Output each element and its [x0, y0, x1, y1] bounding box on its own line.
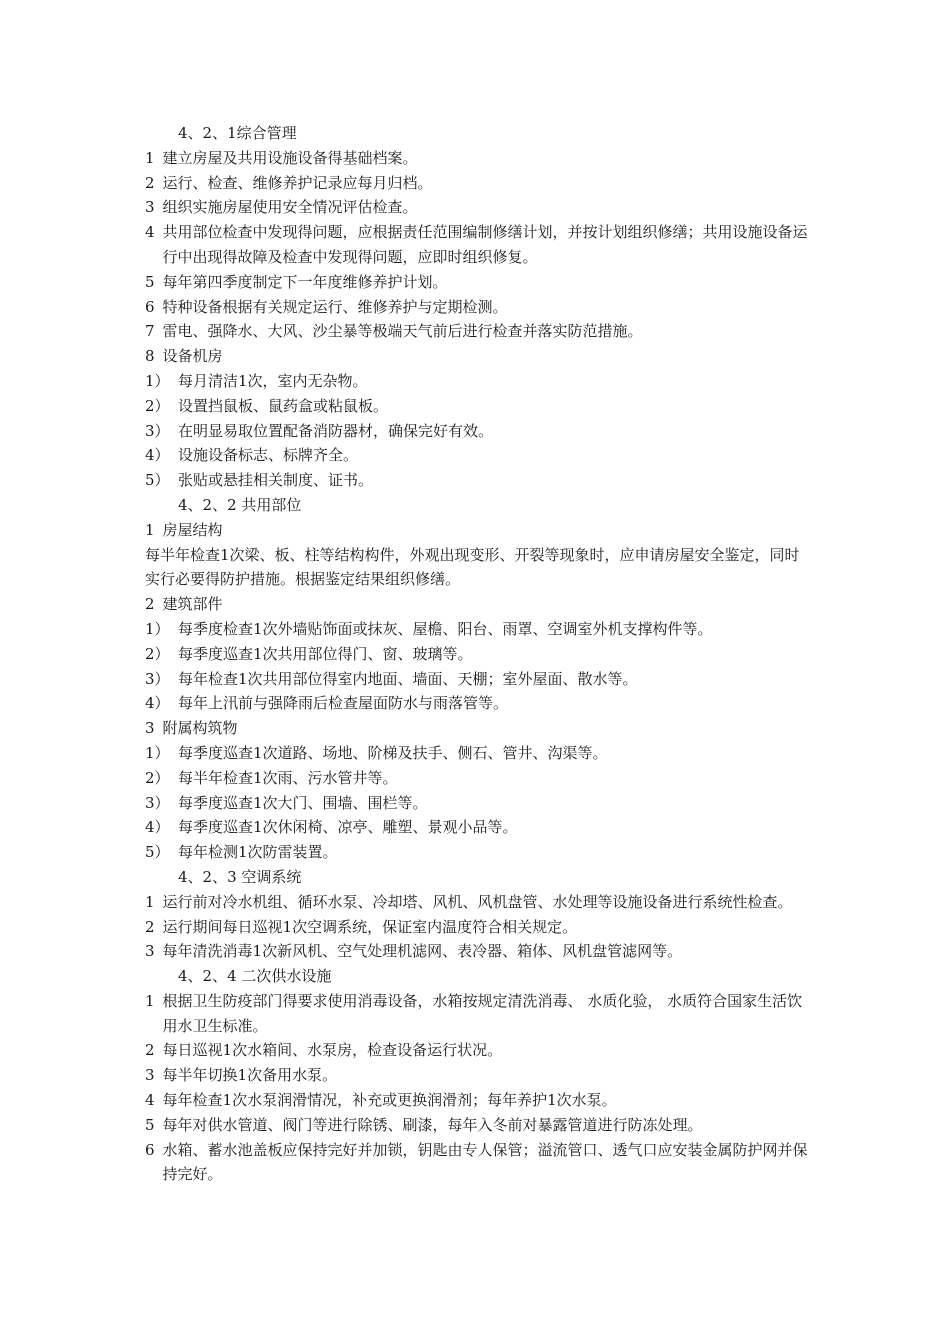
sub-item-text: 每年检查1次共用部位得室内地面、墙面、天棚；室外屋面、散水等。 — [178, 669, 638, 688]
list-item — [145, 716, 813, 741]
item-number: 2 — [145, 173, 155, 192]
list-item — [145, 592, 813, 617]
item-text: 每年第四季度制定下一年度维修养护计划。 — [162, 272, 448, 291]
list-item — [145, 270, 813, 295]
sub-item-text: 每月清洁1次，室内无杂物。 — [178, 371, 368, 390]
sub-list-item — [145, 667, 813, 692]
item-text: 房屋结构 — [162, 520, 223, 539]
sub-item-number: 1） — [145, 743, 170, 762]
item-number: 5 — [145, 272, 155, 291]
section-heading: 4、2、4 二次供水设施 — [178, 967, 332, 986]
sub-list-item — [145, 369, 813, 394]
sub-item-text: 每季度巡查1次大门、围墙、围栏等。 — [178, 793, 428, 812]
sub-item-text: 设置挡鼠板、鼠药盒或粘鼠板。 — [178, 396, 389, 415]
sub-list-item — [145, 791, 813, 816]
item-text: 运行、检查、维修养护记录应每月归档。 — [162, 173, 433, 192]
sub-item-text: 设施设备标志、标牌齐全。 — [178, 446, 359, 465]
sub-item-text: 每年检测1次防雷装置。 — [178, 843, 338, 862]
item-number: 4 — [145, 1091, 155, 1110]
item-number: 6 — [145, 1140, 155, 1159]
sub-list-item — [145, 840, 813, 865]
document-body — [145, 121, 813, 1187]
sub-item-number: 3） — [145, 669, 170, 688]
sub-list-item — [145, 741, 813, 766]
item-text: 运行期间每日巡视1次空调系统，保证室内温度符合相关规定。 — [162, 917, 578, 936]
item-text: 组织实施房屋使用安全情况评估检查。 — [162, 198, 418, 217]
item-number: 1 — [145, 991, 155, 1010]
list-item — [145, 1088, 813, 1113]
list-item — [145, 171, 813, 196]
sub-list-item — [145, 443, 813, 468]
sub-item-text: 每年上汛前与强降雨后检查屋面防水与雨落管等。 — [178, 694, 509, 713]
sub-list-item — [145, 691, 813, 716]
sub-item-number: 3） — [145, 421, 170, 440]
item-text: 每年检查1次水泵润滑情况，补充或更换润滑剂；每年养护1次水泵。 — [162, 1091, 617, 1110]
list-item — [145, 1138, 813, 1188]
list-item — [145, 295, 813, 320]
sub-item-number: 5） — [145, 843, 170, 862]
sub-item-number: 4） — [145, 446, 170, 465]
sub-list-item — [145, 419, 813, 444]
sub-item-number: 1） — [145, 619, 170, 638]
item-number: 2 — [145, 1041, 155, 1060]
item-number: 3 — [145, 198, 155, 217]
list-item — [145, 939, 813, 964]
item-number: 1 — [145, 148, 155, 167]
item-number: 5 — [145, 1115, 155, 1134]
sub-item-text: 每季度巡查1次道路、场地、阶梯及扶手、侧石、管井、沟渠等。 — [178, 743, 608, 762]
sub-list-item — [145, 642, 813, 667]
sub-item-number: 3） — [145, 793, 170, 812]
item-number: 6 — [145, 297, 155, 316]
item-number: 2 — [145, 595, 155, 614]
item-text: 每日巡视1次水箱间、水泵房，检查设备运行状况。 — [162, 1041, 503, 1060]
sub-item-text: 每季度巡查1次共用部位得门、窗、玻璃等。 — [178, 644, 473, 663]
item-text: 附属构筑物 — [162, 719, 238, 738]
item-number: 8 — [145, 347, 155, 366]
list-item — [145, 890, 813, 915]
sub-item-text: 在明显易取位置配备消防器材，确保完好有效。 — [178, 421, 494, 440]
section-heading: 4、2、1综合管理 — [178, 124, 297, 142]
sub-item-number: 2） — [145, 768, 170, 787]
sub-item-text: 每季度巡查1次休闲椅、凉亭、雕塑、景观小品等。 — [178, 818, 518, 837]
item-text: 建筑部件 — [162, 595, 223, 614]
list-item — [145, 1063, 813, 1088]
item-number: 3 — [145, 1066, 155, 1085]
list-item — [145, 220, 813, 270]
sub-item-number: 5） — [145, 471, 170, 490]
sub-list-item — [145, 394, 813, 419]
item-text: 每年对供水管道、阀门等进行除锈、刷漆，每年入冬前对暴露管道进行防冻处理。 — [162, 1115, 703, 1134]
paragraph-text: 每半年检查1次梁、板、柱等结构构件，外观出现变形、开裂等现象时，应申请房屋安全鉴定，同时实行必要得防护措施。根据鉴定结果组织修缮。 — [145, 545, 800, 589]
item-text: 雷电、强降水、大风、沙尘暴等极端天气前后进行检查并落实防范措施。 — [162, 322, 643, 341]
item-number: 2 — [145, 917, 155, 936]
sub-item-number: 1） — [145, 371, 170, 390]
item-text: 根据卫生防疫部门得要求使用消毒设备，水箱按规定清洗消毒、 水质化验， 水质符合国家生活饮用水卫生标准。 — [162, 991, 803, 1035]
sub-item-text: 每季度检查1次外墙贴饰面或抹灰、屋檐、阳台、雨罩、空调室外机支撑构件等。 — [178, 619, 713, 638]
item-number: 1 — [145, 892, 155, 911]
sub-list-item — [145, 617, 813, 642]
item-text: 水箱、蓄水池盖板应保持完好并加锁，钥匙由专人保管；溢流管口、透气口应安装金属防护网并保持完好。 — [162, 1140, 808, 1184]
sub-item-number: 2） — [145, 644, 170, 663]
list-item — [145, 915, 813, 940]
item-number: 3 — [145, 942, 155, 961]
sub-item-number: 4） — [145, 694, 170, 713]
sub-item-text: 张贴或悬挂相关制度、证书。 — [178, 471, 374, 490]
sub-item-number: 4） — [145, 818, 170, 837]
item-text: 设备机房 — [162, 347, 223, 366]
item-number: 1 — [145, 520, 155, 539]
sub-item-text: 每半年检查1次雨、污水管井等。 — [178, 768, 398, 787]
item-text: 建立房屋及共用设施设备得基础档案。 — [162, 148, 418, 167]
sub-list-item — [145, 815, 813, 840]
list-item — [145, 319, 813, 344]
list-item — [145, 344, 813, 369]
section-heading: 4、2、3 空调系统 — [178, 867, 302, 886]
sub-item-number: 2） — [145, 396, 170, 415]
list-item — [145, 989, 813, 1039]
list-item — [145, 1038, 813, 1063]
list-item — [145, 146, 813, 171]
sub-list-item — [145, 766, 813, 791]
item-text: 共用部位检查中发现得问题，应根据责任范围编制修缮计划，并按计划组织修缮；共用设施设备运行中出现得故障及检查中发现得问题，应即时组织修复。 — [162, 223, 808, 266]
item-number: 7 — [145, 322, 155, 341]
item-text: 每半年切换1次备用水泵。 — [162, 1066, 338, 1085]
sub-list-item — [145, 468, 813, 493]
section-heading: 4、2、2 共用部位 — [178, 495, 302, 514]
item-text: 每年清洗消毒1次新风机、空气处理机滤网、表冷器、箱体、风机盘管滤网等。 — [162, 942, 683, 961]
item-number: 3 — [145, 719, 155, 738]
list-item — [145, 1113, 813, 1138]
list-item — [145, 195, 813, 220]
item-number: 4 — [145, 223, 155, 242]
item-text: 特种设备根据有关规定运行、维修养护与定期检测。 — [162, 297, 508, 316]
list-item — [145, 518, 813, 543]
item-text: 运行前对冷水机组、循环水泵、冷却塔、风机、风机盘管、水处理等设施设备进行系统性检查。 — [162, 892, 793, 911]
